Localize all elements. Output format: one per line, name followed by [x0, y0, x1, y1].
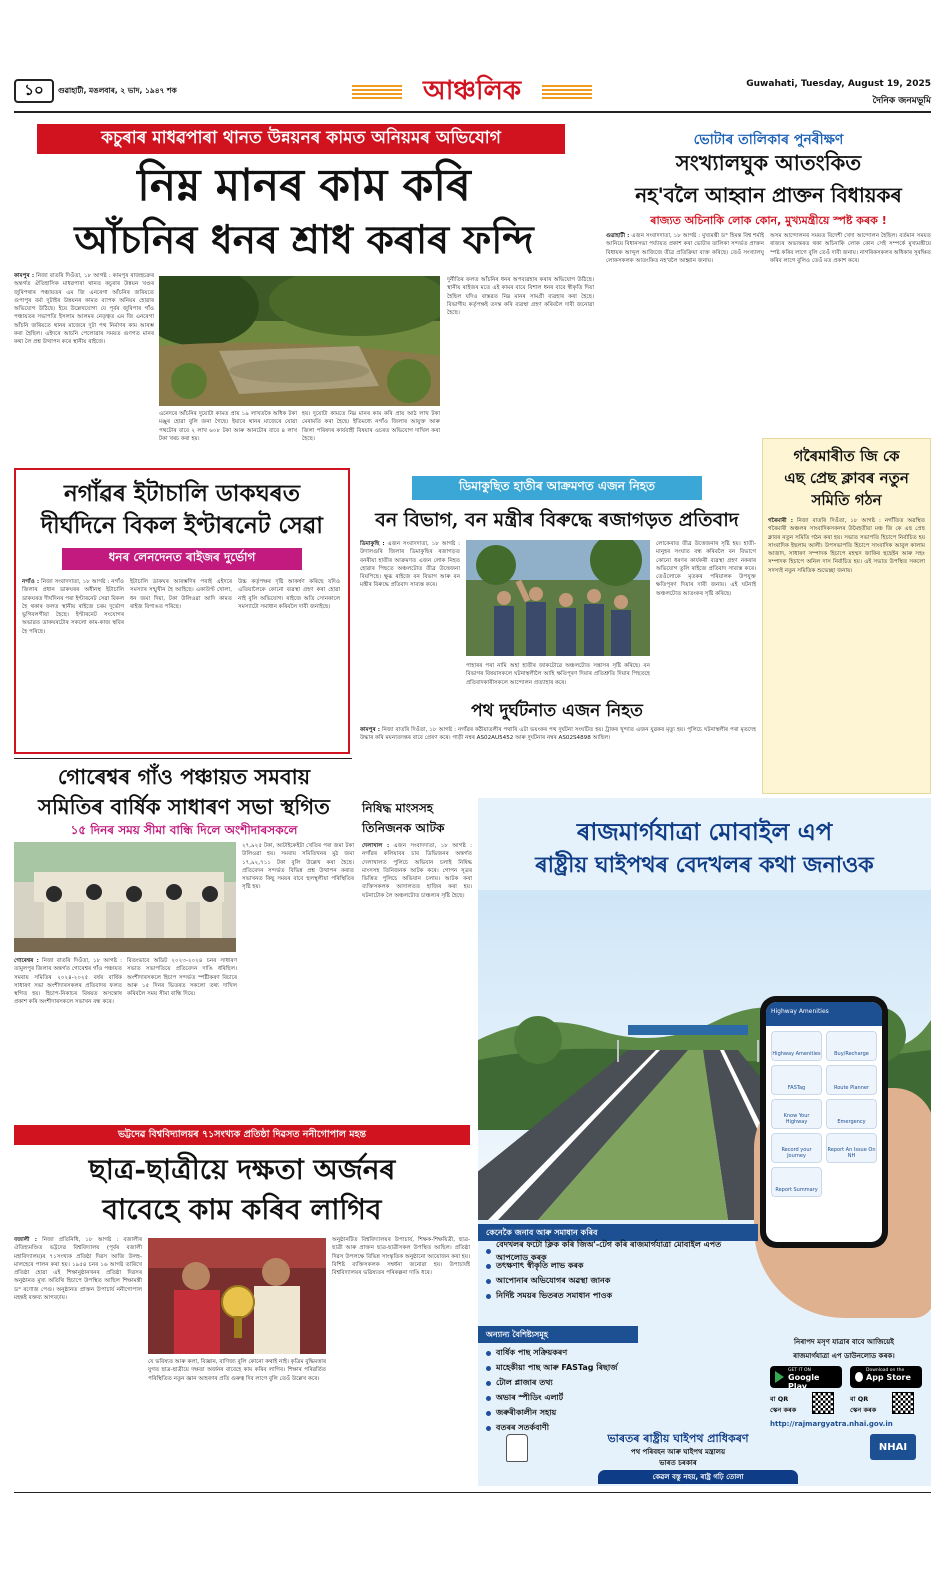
story9-col3: অনুষ্ঠানটিত বিশ্ববিদ্যালয়ৰ উপাচাৰ্য, শিক্ষক-শিক্ষয়িত্ৰী, ছাত্ৰ-ছাত্ৰী আৰু প্ৰাক্তন ছাত্ৰ-ছাত্ৰীসকল উপস্থিত আছিল। প্ৰতিষ্ঠা দিৱস উপলক্ষে বিভিন্ন সাংস্কৃতিক অনুষ্ঠানো আয়োজন কৰা হয়। বিশিষ্ট ব্যক্তিসকলক সম্বৰ্ধনা জনোৱা হয়। উপাচাৰ্যই বিশ্ববিদ্যালয়ৰ ভৱিষ্যতৰ পৰিকল্পনা দাঙি ধৰে।: [332, 1237, 470, 1277]
story7-headline-2: সমিতিৰ বাৰ্ষিক সাধাৰণ সভা স্থগিত: [38, 794, 330, 819]
story9-headline-1: ছাত্ৰ-ছাত্ৰীয়ে দক্ষতা অৰ্জনৰ: [88, 1153, 396, 1186]
phone-tile[interactable]: Route Planner: [826, 1065, 877, 1095]
story4-col1: নগাঁও : নিজা সংবাদদাতা, ১৮ আগষ্ট : নগাঁও জিলাৰ প্ৰধান ডাকঘৰৰ অধীনস্থ ইটাচালি ডাকঘৰত দীৰ্ঘদিনৰ পৰা ইণ্টাৰনেট সেৱা বিকল হৈ থকাৰ ফলত স্থানীয় ৰাইজে চৰম দুৰ্ভোগ ভুগিবলগীয়া হৈছে। ইণ্টাৰনেট সংযোগৰ অভাৱত ডাকঘৰটোৰ সকলো কাম-কাজ স্থবিৰ হৈ পৰিছে।: [22, 579, 124, 635]
qr-label-1: বা QR স্কেন কৰক: [770, 1395, 797, 1414]
story2-subhead: ৰাজ্যত অচিনাকি লোক কোন, মুখ্যমন্ত্ৰীয়ে স্পষ্ট কৰক !: [650, 214, 887, 227]
story9-col2: যে ভবিষ্যত আৰু কলা, বিজ্ঞান, বাণিজ্য বুলি কোনো কথাই নাই। কৃত্ৰিম বুদ্ধিমত্তাৰ যুগত ছাত্ৰ-ছাত্ৰীয়ে দক্ষতা অৰ্জনৰ বাবেহে কাম কৰিব লাগিব। শিক্ষাৰ পৰিৱৰ্তিত পৰিস্থিতিত নতুন জ্ঞান আহৰণৰ প্ৰতি গুৰুত্ব দিব লাগে বুলি তেওঁ উল্লেখ কৰে।: [148, 1359, 326, 1382]
story4-headline-1: নগাঁৱৰ ইটাচালি ডাকঘৰত: [64, 480, 300, 507]
phone-tile[interactable]: Report Summary: [771, 1167, 822, 1197]
bullet-icon: [486, 1426, 491, 1431]
story4-box: [14, 468, 350, 754]
qr-code-1: [812, 1392, 834, 1414]
story5-headline: বন বিভাগ, বন মন্ত্ৰীৰ বিৰুদ্ধে ৰজাগড়ত প্ৰতিবাদ: [375, 509, 739, 531]
story6-headline: পথ দুৰ্ঘটনাত এজন নিহত: [471, 701, 643, 721]
story5-kicker: ডিমাকুছিত হাতীৰ আক্ৰমণত এজন নিহত: [412, 476, 702, 500]
story5-col3: লোকেৰাত তীব্ৰ উত্তেজনাৰ সৃষ্টি হয়। হাতী-মানুহৰ সংঘাত বন্ধ কৰিবলৈ বন বিভাগে কোনো ধৰণৰ কাৰ্যকৰী ব্যৱস্থা গ্ৰহণ নকৰাৰ অভিযোগ তুলি ৰাইজে প্ৰতিবাদ সাব্যস্ত কৰে। তেওঁলোকে মৃতকৰ পৰিয়ালক উপযুক্ত ক্ষতিপূৰণ দিয়াৰ দাবী জনায়। এই ঘটনাই অঞ্চলটোত আতংকৰ সৃষ্টি কৰিছে।: [656, 541, 756, 597]
story3-text: গৰৈমাৰী : নিজা বাতৰি দিওঁতা, ১৮ আগষ্ট : নগাঁতিত অৱস্থিত গৰৈমাৰী অঞ্চলৰ সাংবাদিকসকলৰ উমৈহতীয়া মঞ্চ জি কে এছ প্ৰেছ ক্লাবৰ নতুন সমিতি গঠন কৰা হয়। সভাত সভাপতি হিচাপে নিৰ্বাচিত হয় সাংবাদিক ইছলাম আলী। উপসভাপতি হিচাপে সাংবাদিক আবুল কালাম আজাদ, সাধাৰণ সম্পাদক হিচাপে মহম্মদ জাকিৰ হুছেইন আৰু সহঃ সম্পাদক হিচাপে অনিল দাস নিৰ্বাচিত হয়। এই সভাত উপস্থিত সকলো সদস্যই নতুন সমিতিক শুভেচ্ছা জনায়।: [768, 518, 925, 574]
feature-item-text: মাহেকীয়া পাছ আৰু FASTag ৰিছাৰ্জ: [496, 1363, 618, 1372]
story4-col3: উচ্চ কৰ্তৃপক্ষৰ দৃষ্টি আকৰ্ষণ কৰিছে যদিও এতিয়ালৈকে কোনো ব্যৱস্থা গ্ৰহণ কৰা হোৱা নাই বুলি অভিযোগ। ৰাইজে অতি সোনকালে সমস্যাটো সমাধান কৰিবলৈ দাবী জনাইছে।: [238, 579, 340, 610]
story7-subhead: ১৫ দিনৰ সময় সীমা বান্ধি দিলে অংশীদাৰসকলে: [70, 823, 298, 837]
story2-headline-1: সংখ্যালঘুক আতংকিত: [675, 150, 862, 175]
how-item-text: আপোনাৰ অভিযোগৰ অৱস্থা জানক: [496, 1276, 611, 1285]
phone-header: Highway Amenities: [766, 1002, 882, 1026]
phone-tile[interactable]: Record your Journey: [771, 1133, 822, 1163]
google-play-icon: [775, 1371, 784, 1383]
how-item-text: বেদখলৰ ফটো ক্লিক কৰি জিঅ'-টেগ কৰি ৰাজমাৰ্গযাত্ৰা মোবাইল এপত আপলোড কৰক: [496, 1239, 722, 1262]
feature-item: [486, 1406, 696, 1421]
story2-kicker: ভোটাৰ তালিকাৰ পুনৰীক্ষণ: [693, 132, 844, 148]
feature-item-text: জৰুৰীকালীন সহায়: [496, 1408, 557, 1417]
story4-col2: ইটাচালি ডাকঘৰ আৰম্ভণিৰ পৰাই এইদৰে সমস্যাৰ সন্মুখীন হৈ আহিছে। একাউণ্ট খোলা, ধন জমা দিয়া, টকা উলিওৱা আদি কামত ৰাইজ বিপাঙত পৰিছে।: [130, 579, 232, 610]
bullet-icon: [486, 1381, 491, 1386]
bullet-icon: [486, 1294, 491, 1299]
ashoka-emblem: [506, 1434, 528, 1462]
phone-tile[interactable]: Know Your Highway: [771, 1099, 822, 1129]
feature-item-text: বাৰ্ষিক পাছ সক্ৰিয়কৰণ: [496, 1348, 568, 1357]
phone-tiles: [766, 1026, 882, 1202]
phone-tile[interactable]: FASTag: [771, 1065, 822, 1095]
story1-col1: কামপুৰ : নিজা বাতৰি দিওঁতা, ১৮ আগষ্ট : কামপুৰ ৰাজহচক্ৰৰ অন্তৰ্গত ঐতিহাসিক মাধৱপাৰা থানত কচুৰাৰ উন্নয়ন খণ্ডৰ জুৰিপথাৰ পঞ্চায়তৰ এম জি এনৰেগা আঁচনিৰ জৰিয়তে গুপাপুৰ বৰ্মা দুটাইৰ উন্নয়নৰ কামত ব্যাপক অনিয়ম হোৱাৰ অভিযোগ উঠিছে। ইয়ে উল্লেখযোগ্য যে পূৰ্বৰ জুৰিপাৰ গাঁও পঞ্চায়তৰ সভাপতি ইসলাম আলমৰ নেতৃত্বত এম জি এনৰেগা আঁচনি জৰিয়তে থানৰ মাজেৰে দুটা পথ নিৰ্মাণৰ কাম আৰম্ভ কৰা হৈছিল। এইদৰে আচনি পেলোৱাৰ সময়ত গুণগত মানৰ কথা লৈ প্ৰশ্ন উত্থাপন কৰে স্থানীয় ৰাইজে।: [14, 273, 154, 346]
story3-headline-2: এছ প্ৰেছ ক্লাবৰ নতুন: [784, 469, 909, 487]
ad-title-1: ৰাজমাৰ্গযাত্ৰা মোবাইল এপ: [576, 817, 833, 846]
story5-col1: ডিমাকুছি : এজন সংবাদদাতা, ১৮ আগষ্ট : উদালগুৰি জিলাৰ ডিমাকুছিৰ ৰজাগড়ত বনৰীয়া হাতীৰ আক্ৰমণত এজন লোক নিহত হোৱাৰ পিছতে অঞ্চলটোত তীব্ৰ উত্তেজনা বিয়পিছে। ক্ষুব্ধ ৰাইজে বন বিভাগ আৰু বন মন্ত্ৰীৰ বিৰুদ্ধে প্ৰতিবাদ সাব্যস্ত কৰে।: [360, 541, 460, 589]
phone-tile[interactable]: Highway Amenities: [771, 1031, 822, 1061]
ad-how-list: [486, 1239, 748, 1304]
story4-kicker: ধনৰ লেনদেনত ৰাইজৰ দুৰ্ভোগ: [62, 548, 302, 570]
story5-col2: পাহাৰৰ পৰা নামি অহা হাতীৰ জাকটোৱে অঞ্চলটোত সন্ত্ৰাসৰ সৃষ্টি কৰিছে। বন বিভাগৰ বিষয়াসকলে ঘটনাস্থলীলৈ আহি ক্ষতিপূৰণ দিয়াৰ প্ৰতিশ্ৰুতি দিয়াৰ পিছতহে প্ৰতিবাদকাৰীসকলে আন্দোলন প্ৰত্যাহাৰ কৰে।: [466, 663, 650, 686]
feature-item: [486, 1391, 696, 1406]
qr-label-2: বা QR স্কেন কৰক: [850, 1395, 877, 1414]
story7-photo: [14, 842, 236, 952]
ad-url[interactable]: http://rajmargyatra.nhai.gov.in: [770, 1420, 893, 1428]
story1-headline-1: নিম্ন মানৰ কাম কৰি: [137, 160, 471, 211]
story3-headline-1: গৰৈমাৰীত জি কে: [793, 447, 900, 465]
rule-mid: [14, 758, 352, 759]
story8-text: দেলাখাল : এজন সংবাদদাতা, ১৮ আগষ্ট : নগাঁৱৰ কলিয়াবৰ চাব ডিভিজনৰ অন্তৰ্গত দেলাখালত পুলিচে অভিযান চলাই নিষিদ্ধ মাংসসহ তিনিজনক আটক কৰে। গোপন সূত্ৰৰ ভিত্তিত পুলিচে অভিযান চলায়। আটক কৰা ব্যক্তিসকলক আদালতত হাজিৰ কৰা হয়। ঘটনাটোক লৈ অঞ্চলটোত চাঞ্চল্যৰ সৃষ্টি হৈছে।: [362, 843, 472, 899]
story8-headline-2: তিনিজনক আটক: [362, 821, 445, 835]
story7-col2: বিতংভাবে অডিট ২০২৩-২০২৪ চনৰ সাধাৰণ সভাত সভাপতিয়ে প্ৰতিবেদন দাঙি ধৰিছিল। অংশীদাৰসকলে হিচাপ সন্দৰ্ভত স্পষ্টীকৰণ বিচাৰে আৰু ১৫ দিনৰ ভিতৰত সকলো তথ্য দাখিল কৰিবলৈ সময় সীমা বান্ধি দিয়ে।: [127, 958, 237, 998]
bullet-icon: [486, 1279, 491, 1284]
story1-photo: [159, 276, 440, 406]
masthead-date-right: Guwahati, Tuesday, August 19, 2025: [746, 79, 931, 89]
story2-col2: অসম আন্দোলনৰ সময়ত বিদেশী খেদা আন্দোলন হৈছিল। বৰ্তমান সময়ত ৰাজ্যৰ অভ্যন্তৰত থকা অচিনাকি লোক কোন সেই সম্পৰ্কে মুখ্যমন্ত্ৰীয়ে স্পষ্ট কৰিব লাগে বুলি তেওঁ দাবী জনায়। নাগৰিকসকলৰ অধিকাৰ সুৰক্ষিত কৰিব লাগে বুলিও তেওঁ মত প্ৰকাশ কৰে।: [770, 233, 931, 264]
story6-text: কামপুৰ : নিজা বাতৰি দিওঁতা, ১৮ আগষ্ট : নগাঁৱৰ কঠীয়াতলীৰ পথাৰি এটা ভয়ংকৰ পথ দুৰ্ঘটনা সংঘটিত হয়। ট্ৰাকৰ খুন্দাত এজন যুৱকৰ মৃত্যু হয়। পুলিচে ঘটনাস্থলীৰ পৰা মৃতদেহ উদ্ধাৰ কৰি ময়নাতদন্তৰ বাবে প্ৰেৰণ কৰে। গাড়ী নম্বৰ AS02AU5452 আৰু দুৰ্ঘটনাৰ নম্বৰ AS02S4898 আছিল।: [360, 727, 756, 742]
ad-download-text-2: ৰাজমাৰ্গযাত্ৰা এপ ডাউনলোড কৰক।: [793, 1352, 895, 1360]
story2-col1: গুৱাহাটী : এজন সংবাদদাতা, ১৮ আগষ্ট : মুখ্যমন্ত্ৰী ড° হিমন্ত বিশ্ব শৰ্মাই আনিয়ে বিধানসভা পৰ্য্যায়ত প্ৰকাশ কৰা ভোটাৰ তালিকা সন্দৰ্ভত প্ৰাক্তন বিধায়ক আব্দুল আজিজে তীব্ৰ প্ৰতিক্ৰিয়া ব্যক্ত কৰিছে। তেওঁ সংখ্যালঘু লোকসকলক আতংকিত নহ'বলৈ আহ্বান জনায়।: [606, 233, 764, 264]
phone-tile[interactable]: Emergency: [826, 1099, 877, 1129]
story2-headline-2: নহ'বলৈ আহ্বান প্ৰাক্তন বিধায়কৰ: [635, 183, 902, 207]
apple-icon: [855, 1372, 863, 1382]
ad-other-list: [486, 1346, 696, 1436]
bullet-icon: [486, 1366, 491, 1371]
story1-col4: হয়। দুয়োটা কামতে নিম্ন মানৰ কাম কৰি প্ৰায় আঠ লাখ টকা মেৰামতি কৰা হৈছে। ইতিমধ্যে নগাঁও জিলাৰ আয়ুক্ত আৰু জিলা পৰিষদৰ কাৰ্যবাহী বিষয়াৰ ওচৰত অভিযোগ দাখিল কৰা হৈছে।: [302, 411, 440, 442]
app-store-big: App Store: [866, 1373, 911, 1382]
feature-item-text: অভাৰ স্পীডিং এলাৰ্ট: [496, 1393, 564, 1402]
story3-box: [762, 438, 931, 794]
masthead-date-left: গুৱাহাটী, মঙলবাৰ, ২ ভাদ, ১৯৪৭ শক: [58, 86, 177, 95]
qr-code-2: [892, 1392, 914, 1414]
bullet-icon: [486, 1351, 491, 1356]
story9-photo: [148, 1238, 326, 1354]
bullet-icon: [486, 1264, 491, 1269]
ad-govt: ভাৰত চৰকাৰ: [659, 1459, 697, 1467]
feature-item: [486, 1346, 696, 1361]
story1-col3: এনেদৰে আঁচনিৰ দুয়োটা কামত প্ৰায় ১৯ লাখতকৈ অধিক টকা মঞ্জুৰ হোৱা বুলি জনা গৈছে। ইয়াৰে থানৰ মাজেৰে যোৱা পথটোৰ বাবে ২ লাখ ৬০৮ টকা আৰু আনটোৰ বাবে ৪ লাখ টকা খৰচ কৰা হয়।: [159, 411, 297, 442]
nhai-logo: NHAI: [870, 1434, 916, 1460]
ad-phone: [760, 996, 888, 1248]
story7-col1: গোৰেশ্বৰ : নিজা বাতৰি দিওঁতা, ১৮ আগষ্ট : তামুলপুৰ জিলাৰ অন্তৰ্গত গোৰেশ্বৰ গাঁও পঞ্চায়ত সমবায় সমিতিৰ ২০২৪-২০২৫ বৰ্ষৰ বাৰ্ষিক সাধাৰণ সভা অংশীদাৰসকলৰ প্ৰতিবাদৰ ফলত স্থগিত হয়। হিচাপ-নিকাচৰ বিষয়ত অসন্তোষ প্ৰকাশ কৰি অংশীদাৰসকলে সভাখন বন্ধ কৰে।: [14, 958, 122, 1006]
story9-kicker: ভট্টদেৱ বিশ্ববিদ্যালয়ৰ ৭১সংখ্যক প্ৰতিষ্ঠা দিৱসত ননীগোপাল মহন্ত: [14, 1125, 470, 1145]
ad-how-header: কেনেকৈ জনাব আৰু সমাধান কৰিব: [478, 1224, 758, 1241]
masthead-rule: [14, 111, 931, 113]
how-item: [486, 1289, 748, 1304]
story1-headline-2: আঁচনিৰ ধনৰ শ্ৰাধ কৰাৰ ফন্দি: [74, 217, 534, 263]
bullet-icon: [486, 1411, 491, 1416]
story7-col3: ২৭,৯২৫ টকা, আটাইকেইটা খেতিৰ পৰা জমা টকা উলিওৱা হয়। সমবায় সমিতিখনৰ মুঠ জমা ১৭,৯২,৭১১ টকা বুলি উল্লেখ কৰা হৈছে। প্ৰতিবেদন সন্দৰ্ভত বিভিন্ন প্ৰশ্ন উত্থাপন কৰাত সভাখনত কিছু সময়ৰ বাবে হুলস্থূলীয়া পৰিস্থিতিৰ সৃষ্টি হয়।: [242, 843, 354, 891]
story3-headline-3: সমিতি গঠন: [811, 491, 882, 509]
google-play-big: Google Play: [788, 1373, 820, 1391]
how-item: [486, 1274, 748, 1289]
story5-photo: [466, 540, 650, 656]
ad-other-header: অন্যান্য বৈশিষ্ট্যসমূহ: [478, 1326, 638, 1343]
masthead-paper-name: দৈনিক জনমভূমি: [872, 96, 931, 106]
story8-headline-block: [362, 798, 472, 838]
section-title-text: আঞ্চলিক: [417, 72, 527, 110]
feature-item-text: বতৰৰ সতৰ্কবাণী: [496, 1423, 550, 1432]
story7-headline-1: গোৰেশ্বৰ গাঁও পঞ্চায়ত সমবায়: [57, 764, 311, 789]
how-item-text: তৎক্ষণাৎ স্বীকৃতি লাভ কৰক: [496, 1261, 584, 1270]
phone-tile[interactable]: Report An Issue On NH: [826, 1133, 877, 1163]
story1-col2: দুৰ্নীতিৰ ফলত আঁচনিৰ ধনৰ অপব্যৱহাৰ কৰাৰ অভিযোগ উঠিছে। স্থানীয় ৰাইজৰ মতে এই কামৰ বাবে বিশাল ধনৰ বাবে স্বীকৃতি দিয়া হৈছিল যদিও বাস্তৱত নিম্ন মানৰ সামগ্ৰী ব্যৱহাৰ কৰা হৈছে। বিভাগীয় কৰ্তৃপক্ষই তদন্ত কৰি ব্যৱস্থা গ্ৰহণ কৰিবলৈ দাবী জনোৱা হৈছে।: [447, 277, 594, 317]
page-number: ১০: [14, 79, 54, 103]
story9-headline-2: বাবেহে কাম কৰিব লাগিব: [102, 1193, 382, 1226]
how-item: [486, 1239, 748, 1262]
bullet-icon: [486, 1396, 491, 1401]
app-store-badge[interactable]: [850, 1366, 922, 1388]
ad-download-text-1: নিৰাপদ মসৃণ যাত্ৰাৰ বাবে আজিয়েই: [794, 1338, 894, 1346]
ad-authority: ভাৰতৰ ৰাষ্ট্ৰীয় ঘাইপথ প্ৰাধিকৰণ: [607, 1432, 749, 1445]
story4-headline-2: দীৰ্ঘদিনে বিকল ইণ্টাৰনেট সেৱা: [41, 512, 323, 539]
masthead-section-title: [352, 72, 592, 112]
ad-title-2: ৰাষ্ট্ৰীয় ঘাইপথৰ বেদখলৰ কথা জনাওক: [535, 852, 874, 878]
how-item-text: নিৰ্দিষ্ট সময়ৰ ভিতৰত সমাধান পাওক: [496, 1291, 613, 1300]
ad-rajmargyatra: [478, 798, 931, 1486]
feature-item: [486, 1361, 696, 1376]
feature-item-text: টোল প্লাজাৰ তথ্য: [496, 1378, 553, 1387]
app-store-small: Download on the: [866, 1368, 905, 1373]
page-bottom-rule: [14, 1492, 931, 1493]
story8-headline-1: নিষিদ্ধ মাংসসহ: [362, 801, 434, 815]
ad-footer: কেৱল বস্তু নহয়, ৰাষ্ট্ৰ গঢ়ি তোলা: [598, 1470, 798, 1484]
story9-col1: বজালী : নিজা প্ৰতিনিধি, ১৮ আগষ্ট : বজালীৰ ঐতিহ্যমণ্ডিত ভট্টদেৱ বিশ্ববিদ্যালয় (পূৰ্বৰ বজালী মহাবিদ্যালয়)ৰ ৭১সংখ্যক প্ৰতিষ্ঠা দিৱস আজি উলহ-মালহেৰে পালন কৰা হয়। ১৯৫৪ চনৰ ১৬ আগষ্ট তাৰিখে প্ৰতিষ্ঠা হোৱা এই শিক্ষানুষ্ঠানখনৰ প্ৰতিষ্ঠা দিৱসৰ অনুষ্ঠানত মুখ্য অতিথি হিচাপে উপস্থিত আছিল শিক্ষামন্ত্ৰী ড° ৰণোজ পেগু। অনুষ্ঠানত প্ৰাক্তন উপাচাৰ্য ননীগোপাল মহন্তই বক্তব্য আগবঢ়ায়।: [14, 1237, 142, 1302]
phone-tile[interactable]: Buy/Recharge: [826, 1031, 877, 1061]
bullet-icon: [486, 1249, 491, 1254]
ad-ministry: পথ পৰিবহন আৰু ঘাইপথ মন্ত্ৰালয়: [630, 1448, 726, 1456]
google-play-badge[interactable]: [770, 1366, 842, 1391]
story1-kicker: কচুৰাৰ মাধৱপাৰা থানত উন্নয়নৰ কামত অনিয়মৰ অভিযোগ: [37, 124, 565, 154]
feature-item: [486, 1376, 696, 1391]
google-play-small: GET IT ON: [788, 1368, 811, 1373]
